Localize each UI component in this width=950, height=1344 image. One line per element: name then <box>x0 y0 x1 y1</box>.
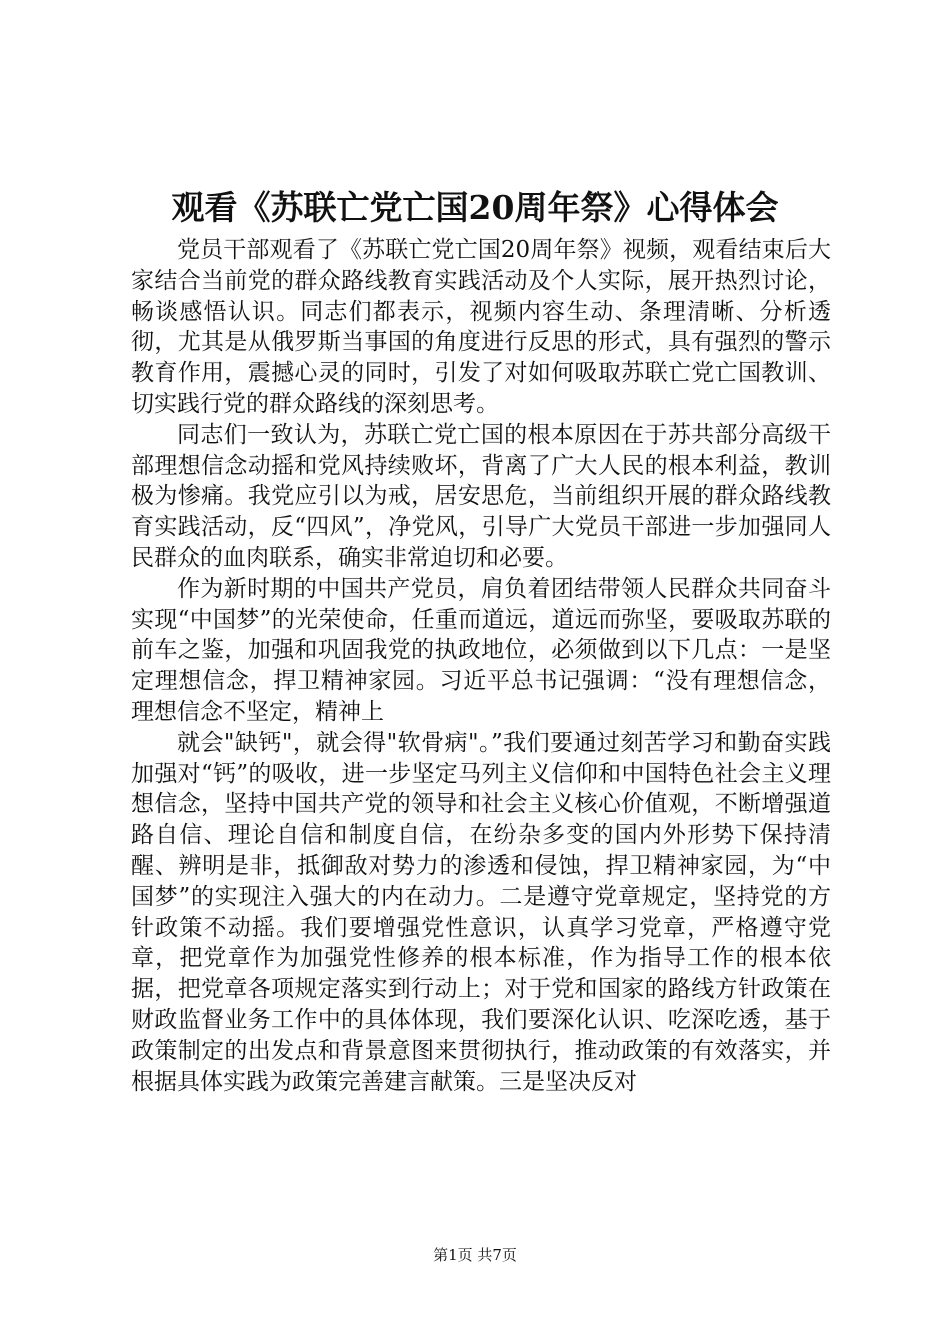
page-number-footer: 第1页 共7页 <box>433 1246 517 1264</box>
paragraph-1: 党员干部观看了《苏联亡党亡国20周年祭》视频，观看结束后大家结合当前党的群众路线教育实践活动及个人实际，展开热烈讨论，畅谈感悟认识。同志们都表示，视频内容生动、条理清晰、分析透彻，尤其是从俄罗斯当事国的角度进行反思的形式，具有强烈的警示教育作用，震撼心灵的同时，引发了对如何吸取苏联亡党亡国教训、切实践行党的群众路线的深刻思考。 <box>131 237 831 417</box>
paragraph-3: 作为新时期的中国共产党员，肩负着团结带领人民群众共同奋斗实现“中国梦”的光荣使命，任重而道远，道远而弥坚，要吸取苏联的前车之鉴，加强和巩固我党的执政地位，必须做到以下几点：一是坚定理想信念，捍卫精神家园。习近平总书记强调：“没有理想信念，理想信念不坚定，精神上 <box>131 575 831 725</box>
paragraph-2: 同志们一致认为，苏联亡党亡国的根本原因在于苏共部分高级干部理想信念动摇和党风持续败坏，背离了广大人民的根本利益，教训极为惨痛。我党应引以为戒，居安思危，当前组织开展的群众路线教育实践活动，反“四风”，净党风，引导广大党员干部进一步加强同人民群众的血肉联系，确实非常迫切和必要。 <box>131 421 831 571</box>
document-title: 观看《苏联亡党亡国20周年祭》心得体会 <box>171 188 779 227</box>
document-body <box>131 235 831 1097</box>
paragraph-4: 就会"缺钙"，就会得"软骨病"。”我们要通过刻苦学习和勤奋实践加强对“钙”的吸收，进一步坚定马列主义信仰和中国特色社会主义理想信念，坚持中国共产党的领导和社会主义核心价值观，不断增强道路自信、理论自信和制度自信，在纷杂多变的国内外形势下保持清醒、辨明是非，抵御敌对势力的渗透和侵蚀，捍卫精神家园，为“中国梦”的实现注入强大的内在动力。二是遵守党章规定，坚持党的方针政策不动摇。我们要增强党性意识，认真学习党章，严格遵守党章，把党章作为加强党性修养的根本标准，作为指导工作的根本依据，把党章各项规定落实到行动上；对于党和国家的路线方针政策在财政监督业务工作中的具体体现，我们要深化认识、吃深吃透，基于政策制定的出发点和背景意图来贯彻执行，推动政策的有效落实，并根据具体实践为政策完善建言献策。三是坚决反对 <box>131 729 831 1095</box>
